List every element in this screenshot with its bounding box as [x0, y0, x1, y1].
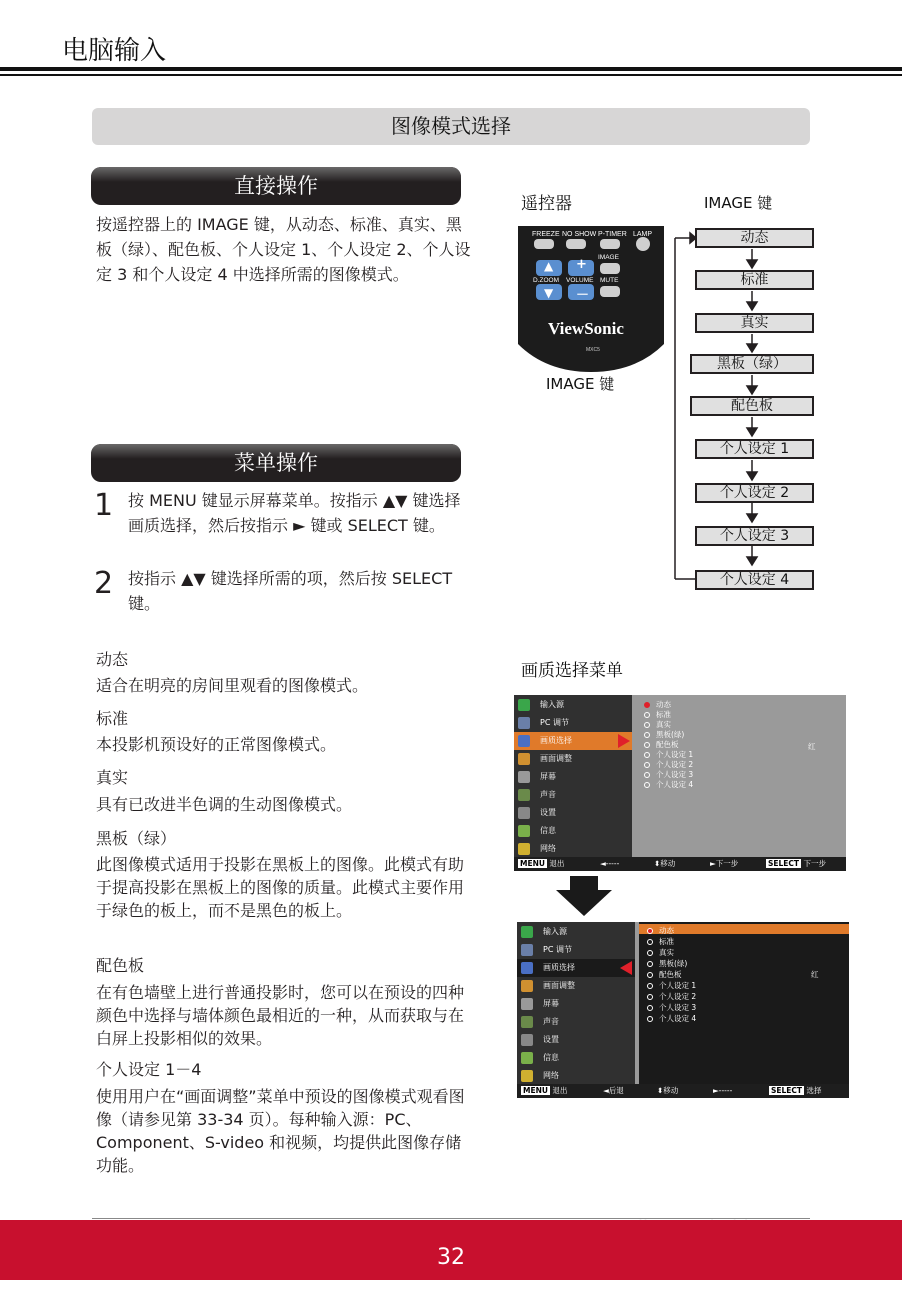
- sound-icon: [521, 1016, 533, 1028]
- mode-box-blackboard: 黑板（绿）: [690, 354, 814, 374]
- osd-item-info[interactable]: 信息: [517, 1049, 635, 1067]
- def-title-dynamic: 动态: [96, 650, 129, 669]
- info-icon: [521, 1052, 533, 1064]
- sound-icon: [518, 789, 530, 801]
- mode-box-colorboard: 配色板: [690, 396, 814, 416]
- radio-icon: [644, 742, 650, 748]
- osd-item-info[interactable]: 信息: [514, 822, 632, 840]
- step-2-text: 按指示 ▲▼ 键选择所需的项，然后按 SELECT 键。: [128, 569, 453, 613]
- def-text-real: 具有已改进半色调的生动图像模式。: [96, 795, 353, 814]
- radio-selected-icon: [644, 702, 650, 708]
- osd-option[interactable]: 个人设定 2: [644, 759, 693, 770]
- direct-operation-text: 按遥控器上的 IMAGE 键，从动态、标准、真实、黑板（绿）、配色板、个人设定 1、个人设定 2、个人设定 3 和个人设定 4 中选择所需的图像模式。: [96, 215, 471, 284]
- direct-operation-heading: 直接操作: [91, 167, 461, 205]
- osd-item-image-select[interactable]: 画质选择: [517, 959, 635, 977]
- def-text-colorboard: 在有色墙壁上进行普通投影时，您可以在预设的四种颜色中选择与墙体颜色最相近的一种，从而获取与在白屏上投影相似的效果。: [96, 983, 465, 1048]
- page-number: 32: [437, 1245, 465, 1270]
- osd-option[interactable]: 个人设定 3: [647, 1002, 696, 1013]
- osd-item-sound[interactable]: 声音: [514, 786, 632, 804]
- def-text-dynamic: 适合在明亮的房间里观看的图像模式。: [96, 676, 369, 695]
- radio-icon: [644, 732, 650, 738]
- menu-section-label: 画质选择菜单: [521, 661, 623, 681]
- radio-icon: [647, 972, 653, 978]
- monitor-icon: [518, 717, 530, 729]
- osd-menu-before: [514, 695, 846, 871]
- lamp-button-shape: [636, 237, 650, 251]
- def-text-standard: 本投影机预设好的正常图像模式。: [96, 735, 337, 754]
- osd-menu-right-panel: [639, 922, 849, 1084]
- osd-item-input[interactable]: 输入源: [514, 696, 632, 714]
- network-icon: [518, 843, 530, 855]
- screen-icon: [518, 771, 530, 783]
- radio-icon: [647, 961, 653, 967]
- step-1-number: 1: [94, 488, 114, 523]
- radio-icon: [644, 712, 650, 718]
- noshow-button-shape: [566, 239, 586, 249]
- radio-icon: [647, 983, 653, 989]
- osd-option[interactable]: 动态: [644, 699, 671, 710]
- osd-menu-after: [517, 922, 849, 1098]
- osd-item-settings[interactable]: 设置: [514, 804, 632, 822]
- step-1-text: 按 MENU 键显示屏幕菜单。按指示 ▲▼ 键选择画质选择，然后按指示 ► 键或 SELECT 键。: [128, 491, 461, 535]
- osd-option[interactable]: 标准: [647, 936, 674, 947]
- osd-item-sound[interactable]: 声音: [517, 1013, 635, 1031]
- screen-icon: [521, 998, 533, 1010]
- input-source-icon: [518, 699, 530, 711]
- volume-minus-icon: －: [576, 288, 590, 303]
- def-title-standard: 标准: [96, 709, 129, 728]
- osd-item-network[interactable]: 网络: [517, 1067, 635, 1085]
- def-title-colorboard: 配色板: [96, 956, 145, 975]
- osd-option[interactable]: 配色板: [647, 969, 682, 980]
- mute-button-shape: [600, 286, 620, 297]
- arrow-left-icon: [620, 961, 632, 975]
- mode-box-user3: 个人设定 3: [695, 526, 814, 546]
- radio-icon: [647, 994, 653, 1000]
- arrow-right-icon: [618, 734, 630, 748]
- radio-icon: [644, 772, 650, 778]
- osd-menu-right-panel: [636, 697, 846, 797]
- osd-menu-bottom-bar: MENU 退出 ◄----- ⬍移动 ►下一步 SELECT 下一步: [514, 857, 846, 871]
- network-icon: [521, 1070, 533, 1082]
- osd-option[interactable]: 个人设定 1: [644, 749, 693, 760]
- radio-selected-icon: [647, 928, 653, 934]
- footer-bar: [0, 1220, 902, 1280]
- def-title-real: 真实: [96, 768, 129, 787]
- radio-icon: [644, 722, 650, 728]
- page-header-title: 电脑输入: [62, 36, 167, 66]
- remote-label: 遥控器: [521, 194, 572, 214]
- monitor-icon: [521, 944, 533, 956]
- image-button-shape: [600, 263, 620, 274]
- section-title-bar: 图像模式选择: [92, 108, 810, 145]
- mode-box-dynamic: 动态: [695, 228, 814, 248]
- header-rule-thin: [0, 74, 902, 76]
- settings-icon: [521, 1034, 533, 1046]
- osd-option[interactable]: 个人设定 4: [647, 1013, 696, 1024]
- header-rule-thick: [0, 67, 902, 71]
- freeze-button-shape: [534, 239, 554, 249]
- osd-item-input[interactable]: 输入源: [517, 923, 635, 941]
- dzoom-label: D.ZOOM: [533, 277, 559, 284]
- osd-item-image-adjust[interactable]: 画面调整: [514, 750, 632, 768]
- osd-item-pc[interactable]: PC 调节: [517, 941, 635, 959]
- mute-label: MUTE: [600, 277, 619, 284]
- image-adjust-icon: [518, 753, 530, 765]
- radio-icon: [647, 1005, 653, 1011]
- def-title-user: 个人设定 1－4: [96, 1060, 202, 1079]
- remote-model-label: MXC5: [586, 347, 600, 353]
- radio-icon: [644, 782, 650, 788]
- image-adjust-icon: [521, 980, 533, 992]
- osd-item-image-adjust[interactable]: 画面调整: [517, 977, 635, 995]
- osd-menu-bottom-bar: MENU 退出 ◄后退 ⬍移动 ►----- SELECT 选择: [517, 1084, 849, 1098]
- def-text-blackboard: 此图像模式适用于投影在黑板上的图像。此模式有助于提高投影在黑板上的图像的质量。此模式主要作用于绿色的板上，而不是黑色的板上。: [96, 855, 465, 920]
- info-icon: [518, 825, 530, 837]
- osd-item-pc[interactable]: PC 调节: [514, 714, 632, 732]
- down-arrow-icon: [556, 876, 612, 916]
- osd-option[interactable]: 个人设定 3: [644, 769, 693, 780]
- dzoom-down-icon: ▼: [544, 286, 554, 300]
- radio-icon: [647, 939, 653, 945]
- settings-icon: [518, 807, 530, 819]
- footer-rule: [92, 1218, 810, 1219]
- osd-item-image-select[interactable]: 画质选择: [514, 732, 632, 750]
- osd-item-network[interactable]: 网络: [514, 840, 632, 858]
- osd-option[interactable]: 动态: [647, 925, 674, 936]
- osd-menu-left-panel: [517, 922, 635, 1084]
- osd-option[interactable]: 个人设定 4: [644, 779, 693, 790]
- mode-box-user1: 个人设定 1: [695, 439, 814, 459]
- image-button-label: IMAGE: [598, 254, 619, 261]
- ptimer-button-shape: [600, 239, 620, 249]
- volume-plus-icon: +: [576, 257, 587, 272]
- image-select-icon: [521, 962, 533, 974]
- osd-option[interactable]: 真实: [644, 719, 671, 730]
- input-source-icon: [521, 926, 533, 938]
- def-text-user: 使用用户在“画面调整”菜单中预设的图像模式观看图像（请参见第 33-34 页）。每种输入源：PC、Component、S-video 和视频，均提供此图像存储功能。: [96, 1087, 465, 1175]
- osd-option[interactable]: 标准: [644, 709, 671, 720]
- image-key-label-top: IMAGE 键: [704, 194, 773, 212]
- mode-box-real: 真实: [695, 313, 814, 333]
- brand-logo: ViewSonic: [548, 319, 624, 338]
- osd-item-screen[interactable]: 屏幕: [514, 768, 632, 786]
- radio-icon: [647, 950, 653, 956]
- def-title-blackboard: 黑板（绿）: [96, 829, 177, 848]
- image-key-label-bottom: IMAGE 键: [546, 375, 615, 393]
- osd-option[interactable]: 个人设定 2: [647, 991, 696, 1002]
- osd-item-screen[interactable]: 屏幕: [517, 995, 635, 1013]
- osd-option[interactable]: 黑板(绿): [647, 958, 687, 969]
- radio-icon: [644, 762, 650, 768]
- color-value: 红: [811, 970, 819, 979]
- color-value: 红: [808, 742, 816, 751]
- osd-option[interactable]: 真实: [647, 947, 674, 958]
- mode-box-user4: 个人设定 4: [695, 570, 814, 590]
- mode-box-user2: 个人设定 2: [695, 483, 814, 503]
- osd-option[interactable]: 个人设定 1: [647, 980, 696, 991]
- radio-icon: [647, 1016, 653, 1022]
- menu-operation-heading: 菜单操作: [91, 444, 461, 482]
- osd-menu-left-panel: [514, 695, 632, 857]
- osd-option[interactable]: 黑板(绿): [644, 729, 684, 740]
- mode-box-standard: 标准: [695, 270, 814, 290]
- osd-item-settings[interactable]: 设置: [517, 1031, 635, 1049]
- osd-option[interactable]: 配色板: [644, 739, 679, 750]
- dzoom-up-icon: ▲: [544, 259, 554, 273]
- volume-label: VOLUME: [566, 277, 594, 284]
- step-2-number: 2: [94, 566, 114, 601]
- radio-icon: [644, 752, 650, 758]
- image-select-icon: [518, 735, 530, 747]
